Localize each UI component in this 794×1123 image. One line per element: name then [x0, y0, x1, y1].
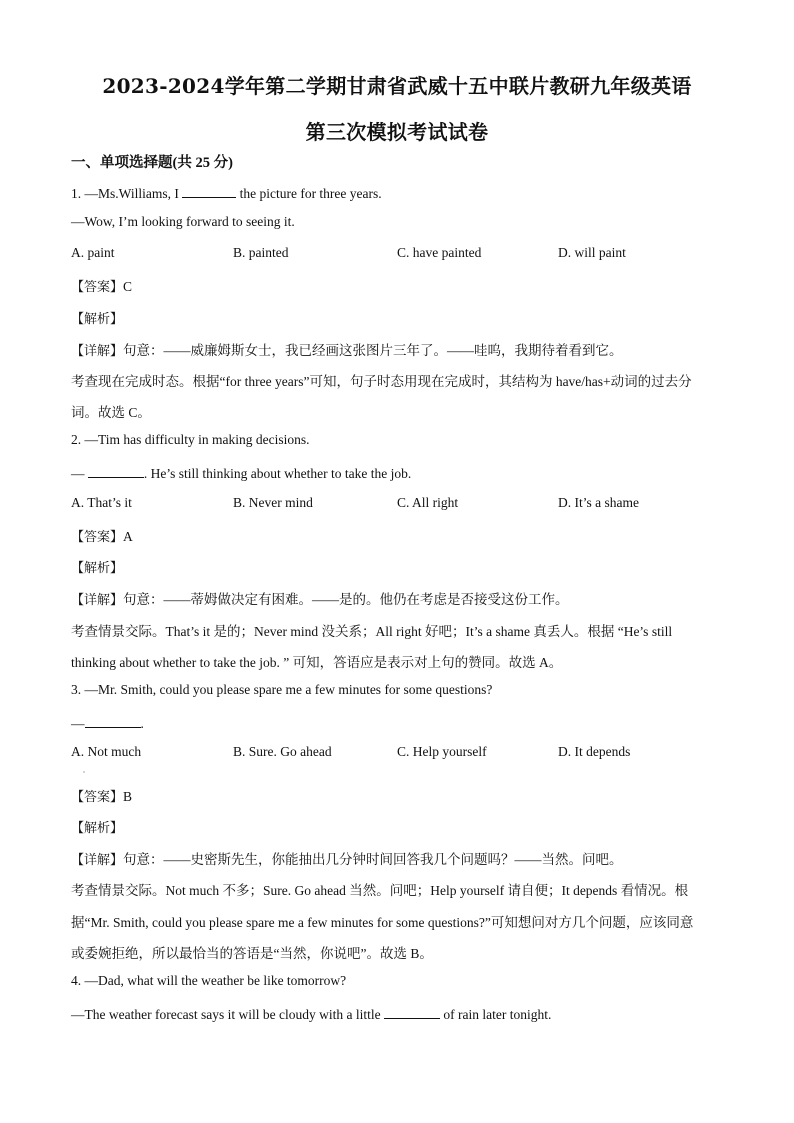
q1-analysis — [71, 308, 123, 327]
page-title-line2: 第三次模拟考试试卷 — [305, 120, 489, 144]
q3-answer-value: B — [123, 789, 133, 804]
section-heading: 一、单项选择题(共 25 分) — [71, 155, 233, 171]
q1-blank — [182, 183, 236, 198]
q3-explanation-line1: 考查情景交际。Not much 不多；Sure. Go ahead 当然。问吧；Help yourself 请自便；It depends 看情况。根 — [71, 883, 689, 898]
q2-stem-pre: — — [71, 466, 88, 481]
q3-stem-pre: — — [71, 716, 85, 731]
q2-stem-line2 — [71, 463, 411, 482]
page-title-line1: 2023-2024学年第二学期甘肃省武威十五中联片教研九年级英语 — [102, 74, 692, 98]
q1-option-b: B. painted — [233, 245, 289, 260]
q2-option-a: A. That’s it — [71, 495, 132, 510]
detail-label: 【详解】 — [71, 853, 124, 868]
q1-option-a: A. paint — [71, 245, 115, 260]
q3-explanation-line2: 据“Mr. Smith, could you please spare me a few minutes for some questions?”可知想问对方几个问题，应该同意 — [71, 915, 694, 930]
q4-stem-post: of rain later tonight. — [440, 1007, 552, 1022]
q2-explanation-line2: thinking about whether to take the job. ” 可知，答语应是表示对上句的赞同。故选 A。 — [71, 655, 563, 670]
q3-option-c: C. Help yourself — [397, 744, 487, 759]
q2-option-c: C. All right — [397, 495, 459, 510]
answer-label: 【答案】 — [71, 530, 124, 545]
analysis-label: 【解析】 — [71, 821, 124, 836]
answer-label: 【答案】 — [71, 790, 124, 805]
q4-stem-line2 — [71, 1004, 551, 1023]
q4-stem-pre: —The weather forecast says it will be cloudy with a little — [71, 1007, 385, 1022]
q2-option-d: D. It’s a shame — [558, 495, 639, 510]
detail-label: 【详解】 — [71, 593, 124, 608]
q2-detail — [71, 588, 569, 608]
q3-option-d: D. It depends — [558, 744, 631, 759]
detail-label: 【详解】 — [71, 344, 124, 359]
q4-stem-line1: 4. —Dad, what will the weather be like tomorrow? — [71, 973, 347, 988]
q1-detail — [71, 339, 623, 359]
q1-stem-line1 — [71, 183, 382, 202]
q2-blank — [88, 463, 144, 478]
q1-explanation-line1: 考查现在完成时态。根据“for three years”可知，句子时态用现在完成时，其结构为 have/has+动词的过去分 — [71, 374, 692, 389]
q4-blank — [384, 1004, 440, 1019]
q3-option-b: B. Sure. Go ahead — [233, 744, 332, 759]
q3-stem-line1: 3. —Mr. Smith, could you please spare me a few minutes for some questions? — [71, 682, 493, 697]
q2-stem-post: . He’s still thinking about whether to take the job. — [143, 466, 412, 481]
q1-option-c: C. have painted — [397, 245, 482, 260]
q3-explanation-line3: 或委婉拒绝，所以最恰当的答语是“当然，你说吧”。故选 B。 — [71, 946, 433, 961]
q3-stem-post: . — [140, 716, 144, 731]
q1-option-d: D. will paint — [558, 245, 626, 260]
q3-detail-text: 句意：——史密斯先生，你能抽出几分钟时间回答我几个问题吗？——当然。问吧。 — [123, 852, 623, 867]
q2-stem-line1: 2. —Tim has difficulty in making decisions. — [71, 432, 310, 447]
answer-label: 【答案】 — [71, 280, 124, 295]
analysis-label: 【解析】 — [71, 312, 124, 327]
stray-dot-mark: ˙ — [82, 771, 86, 780]
q1-explanation-line2: 词。故选 C。 — [71, 405, 151, 420]
q1-stem-post: the picture for three years. — [236, 186, 382, 201]
q1-stem-line2: —Wow, I’m looking forward to seeing it. — [71, 214, 295, 229]
q3-detail — [71, 848, 623, 868]
q3-option-a: A. Not much — [71, 744, 142, 759]
q3-blank — [85, 713, 141, 728]
q1-stem-pre: 1. —Ms.Williams, I — [71, 186, 183, 201]
q1-detail-text: 句意：——威廉姆斯女士，我已经画这张图片三年了。——哇呜，我期待着看到它。 — [123, 343, 623, 358]
analysis-label: 【解析】 — [71, 561, 124, 576]
q2-answer — [71, 526, 133, 545]
q3-analysis — [71, 817, 123, 836]
q3-answer — [71, 786, 132, 805]
q2-option-b: B. Never mind — [233, 495, 313, 510]
q2-analysis — [71, 557, 123, 576]
q3-stem-line2 — [71, 713, 144, 732]
q1-answer-value: C — [123, 279, 133, 294]
q2-answer-value: A — [123, 529, 133, 544]
q2-explanation-line1: 考查情景交际。That’s it 是的；Never mind 没关系；All right 好吧；It’s a shame 真丢人。根据 “He’s still — [71, 624, 673, 639]
q2-detail-text: 句意：——蒂姆做决定有困难。——是的。他仍在考虑是否接受这份工作。 — [123, 592, 569, 607]
q1-answer — [71, 276, 132, 295]
